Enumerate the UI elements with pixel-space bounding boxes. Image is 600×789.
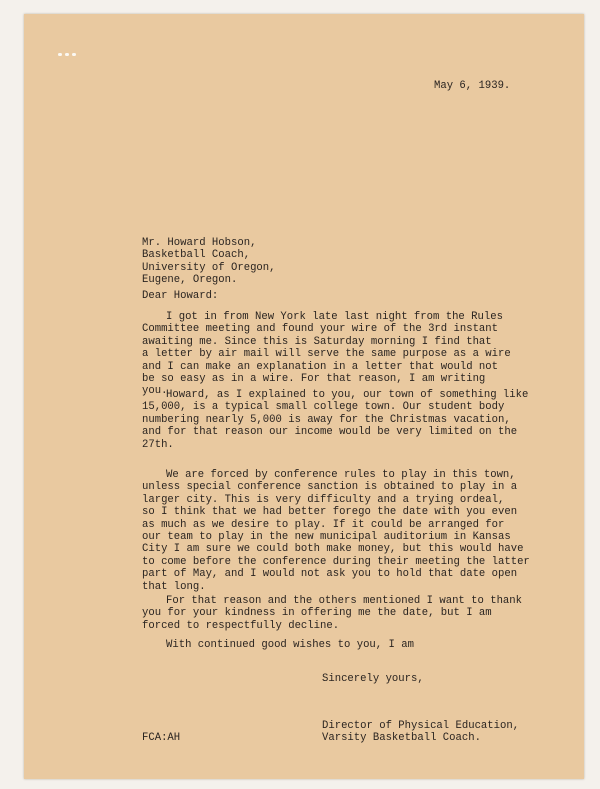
punch-hole bbox=[58, 53, 62, 56]
text-line: so I think that we had better forego the date with you even bbox=[142, 506, 518, 519]
recipient-address bbox=[142, 237, 276, 287]
text-line: unless special conference sanction is obtained to play in a bbox=[142, 481, 518, 494]
letter-date: May 6, 1939. bbox=[434, 80, 511, 92]
signature-title: Director of Physical Education, bbox=[322, 720, 520, 732]
salutation: Dear Howard: bbox=[142, 290, 219, 302]
text-line: you for your kindness in offering me the date, but I am bbox=[142, 607, 492, 620]
body-paragraph-5 bbox=[142, 639, 414, 651]
text-line: 27th. bbox=[142, 438, 174, 451]
punch-holes bbox=[58, 48, 79, 60]
reference-initials: FCA:AH bbox=[142, 732, 181, 744]
address-line: University of Oregon, bbox=[142, 261, 276, 274]
text-line: and I can make an explanation in a letter that would not bbox=[142, 360, 499, 373]
text-line: We are forced by conference rules to play in this town, bbox=[166, 469, 516, 481]
address-line: Mr. Howard Hobson, bbox=[142, 237, 257, 249]
text-line: forced to respectfully decline. bbox=[142, 619, 340, 632]
text-line: I got in from New York late last night from the Rules bbox=[166, 311, 503, 323]
body-paragraph-4 bbox=[142, 595, 522, 632]
text-line: Howard, as I explained to you, our town of something like bbox=[166, 389, 529, 401]
text-line: you. bbox=[142, 385, 168, 398]
text-line: City I am sure we could both make money, but this would have bbox=[142, 543, 524, 556]
text-line: as much as we desire to play. If it could be arranged for bbox=[142, 518, 505, 531]
text-line: to come before the conference during their meeting the latter bbox=[142, 555, 530, 568]
text-line: that long. bbox=[142, 580, 206, 593]
text-line: and for that reason our income would be very limited on the bbox=[142, 426, 518, 439]
address-line: Eugene, Oregon. bbox=[142, 274, 238, 287]
address-line: Basketball Coach, bbox=[142, 249, 251, 262]
punch-hole bbox=[72, 53, 76, 56]
body-paragraph-3 bbox=[142, 469, 530, 593]
body-paragraph-1 bbox=[142, 311, 511, 398]
text-line: 15,000, is a typical small college town. Our student body bbox=[142, 401, 505, 414]
punch-hole bbox=[65, 53, 69, 56]
text-line: a letter by air mail will serve the same purpose as a wire bbox=[142, 348, 511, 361]
body-paragraph-2 bbox=[142, 389, 528, 451]
signature-block bbox=[322, 720, 519, 745]
text-line: be so easy as in a wire. For that reason, I am writing bbox=[142, 373, 486, 386]
complimentary-close: Sincerely yours, bbox=[322, 673, 424, 685]
text-line: our team to play in the new municipal auditorium in Kansas bbox=[142, 531, 511, 544]
text-line: Committee meeting and found your wire of the 3rd instant bbox=[142, 323, 499, 336]
text-line: For that reason and the others mentioned I want to thank bbox=[166, 595, 523, 607]
signature-title: Varsity Basketball Coach. bbox=[322, 732, 481, 745]
letter-page bbox=[24, 14, 584, 779]
text-line: With continued good wishes to you, I am bbox=[166, 639, 414, 651]
text-line: part of May, and I would not ask you to hold that date open bbox=[142, 568, 518, 581]
text-line: awaiting me. Since this is Saturday morning I find that bbox=[142, 335, 492, 348]
text-line: numbering nearly 5,000 is away for the Christmas vacation, bbox=[142, 413, 511, 426]
text-line: larger city. This is very difficulty and a trying ordeal, bbox=[142, 493, 505, 506]
